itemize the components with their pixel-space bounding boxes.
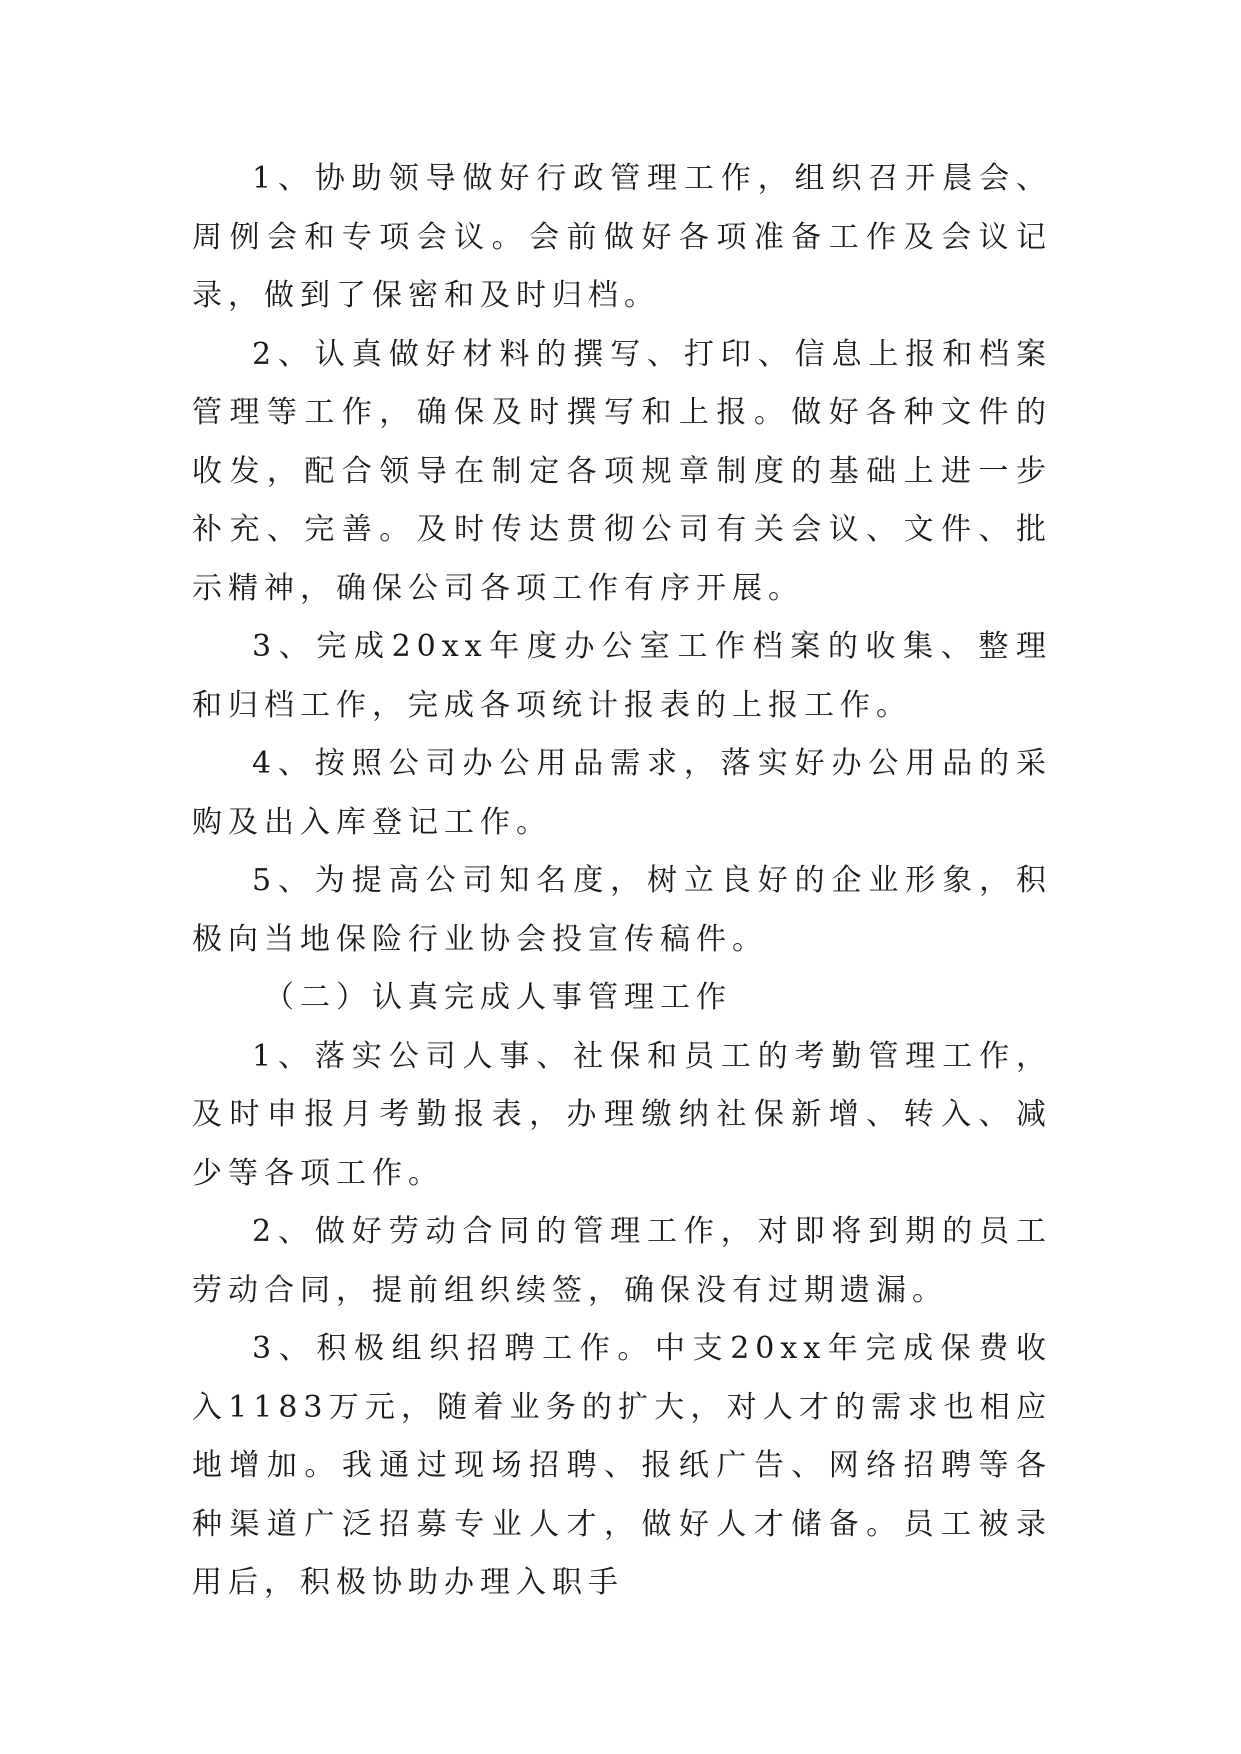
paragraph-admin-3: 3、完成20xx年度办公室工作档案的收集、整理和归档工作，完成各项统计报表的上报工作。 [192, 629, 1052, 723]
paragraph-admin-4: 4、按照公司办公用品需求，落实好办公用品的采购及出入库登记工作。 [192, 746, 1052, 840]
document-page [192, 150, 1052, 1613]
paragraph-hr-1: 1、落实公司人事、社保和员工的考勤管理工作，及时申报月考勤报表，办理缴纳社保新增、转入、减少等各项工作。 [192, 1038, 1052, 1191]
paragraph-admin-2: 2、认真做好材料的撰写、打印、信息上报和档案管理等工作，确保及时撰写和上报。做好各种文件的收发，配合领导在制定各项规章制度的基础上进一步补充、完善。及时传达贯彻公司有关会议、文件、批示精神，确保公司各项工作有序开展。 [192, 336, 1052, 606]
section-heading-hr: （二）认真完成人事管理工作 [264, 980, 732, 1015]
paragraph-admin-1: 1、协助领导做好行政管理工作，组织召开晨会、周例会和专项会议。会前做好各项准备工作及会议记录，做到了保密和及时归档。 [192, 161, 1052, 313]
paragraph-admin-5: 5、为提高公司知名度，树立良好的企业形象，积极向当地保险行业协会投宣传稿件。 [192, 863, 1052, 957]
paragraph-hr-3: 3、积极组织招聘工作。中支20xx年完成保费收入1183万元，随着业务的扩大，对人才的需求也相应地增加。我通过现场招聘、报纸广告、网络招聘等各种渠道广泛招募专业人才，做好人才储备。员工被录用后，积极协助办理入职手 [192, 1331, 1052, 1600]
paragraph-hr-2: 2、做好劳动合同的管理工作，对即将到期的员工劳动合同，提前组织续签，确保没有过期遗漏。 [192, 1214, 1052, 1308]
